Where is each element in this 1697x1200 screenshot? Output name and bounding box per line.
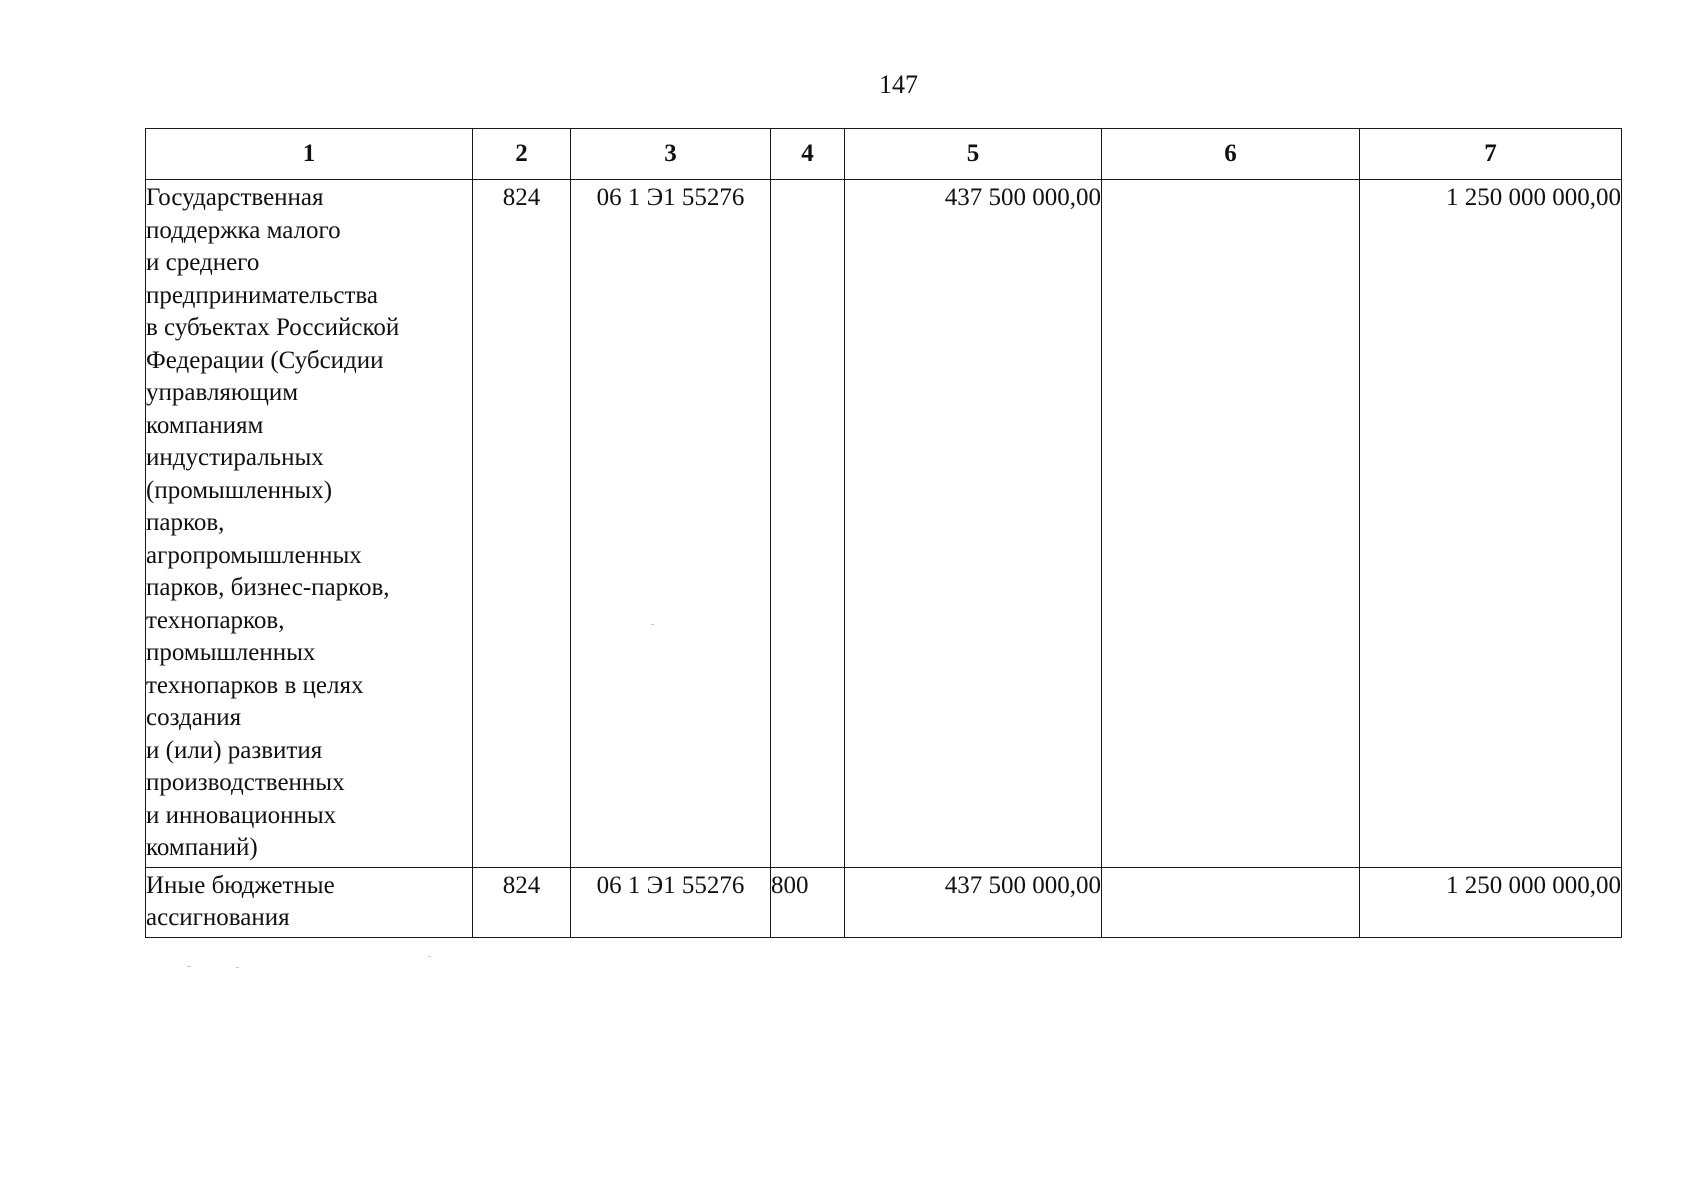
row-amount-cell: 437 500 000,00 (845, 867, 1102, 937)
row-target-article-cell: 06 1 Э1 55276 (571, 867, 771, 937)
column-header-4: 4 (771, 129, 845, 180)
row-expense-type-cell: 800 (771, 867, 845, 937)
row-code-cell: 824 (473, 867, 571, 937)
budget-table (145, 128, 1622, 938)
row-amount-cell: 437 500 000,00 (845, 180, 1102, 868)
row-name-cell: Иные бюджетные ассигнования (146, 867, 473, 937)
scan-speck (428, 956, 431, 957)
scan-speck (236, 967, 239, 968)
scan-speck (651, 624, 654, 625)
column-header-7: 7 (1360, 129, 1622, 180)
row-total-cell: 1 250 000 000,00 (1360, 867, 1622, 937)
column-header-1: 1 (146, 129, 473, 180)
table-header-row (146, 129, 1622, 180)
page-number: 147 (879, 70, 918, 99)
row-empty-cell (1102, 180, 1360, 868)
column-header-5: 5 (845, 129, 1102, 180)
row-empty-cell (1102, 867, 1360, 937)
table-row (146, 867, 1622, 937)
row-target-article-cell: 06 1 Э1 55276 (571, 180, 771, 868)
column-header-3: 3 (571, 129, 771, 180)
scan-speck (187, 966, 191, 967)
row-name-cell: Государственная поддержка малого и среднего предпринимательства в субъектах Российской Федерации (Субсидии управляющим компаниям индустиральных (промышленных) парков, агропромышленных парков, бизнес-парков, технопарков, промышленных технопарков в целях создания и (или) развития производственных и инновационных компаний) (146, 180, 473, 868)
row-total-cell: 1 250 000 000,00 (1360, 180, 1622, 868)
row-code-cell: 824 (473, 180, 571, 868)
row-expense-type-cell (771, 180, 845, 868)
column-header-2: 2 (473, 129, 571, 180)
table-row (146, 180, 1622, 868)
column-header-6: 6 (1102, 129, 1360, 180)
